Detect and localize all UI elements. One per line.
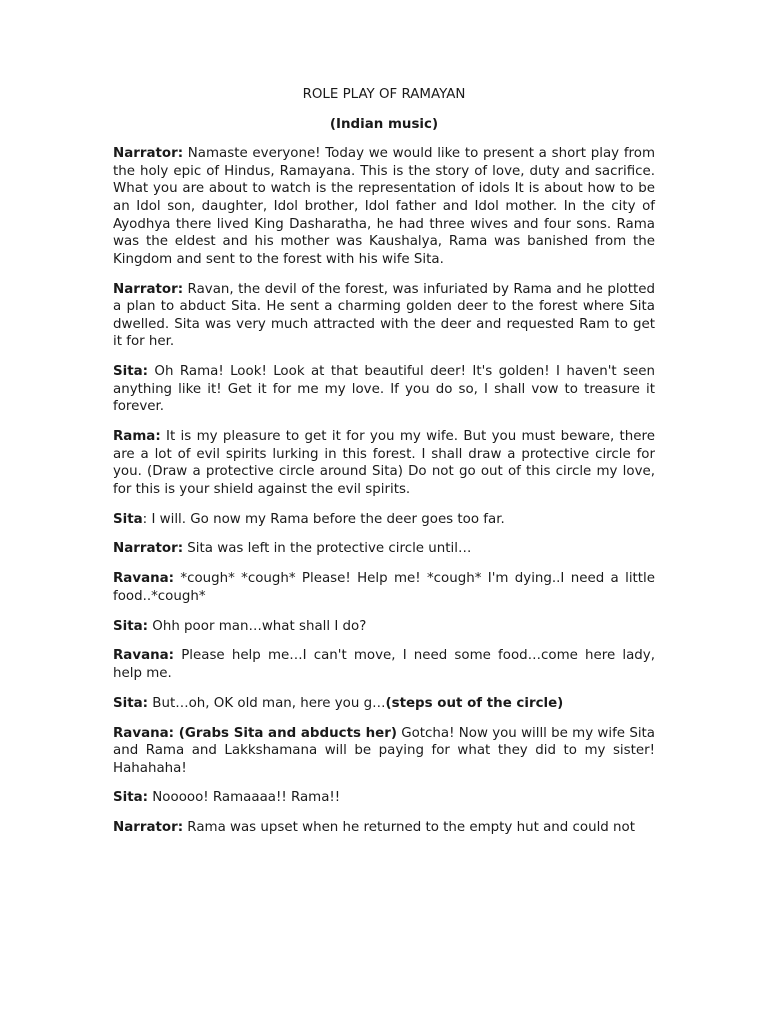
speaker-label: Sita: <box>113 790 149 806</box>
dialogue-text: Please help me…I can't move, I need some food…come here lady, help me. <box>113 648 655 681</box>
paragraph-sita-will <box>113 511 655 529</box>
dialogue-text: But…oh, OK old man, here you g… <box>148 695 386 711</box>
speaker-label: Narrator: <box>113 541 184 557</box>
dialogue-text: Rama was upset when he returned to the empty hut and could not <box>183 820 635 836</box>
stage-direction: (Grabs Sita and abducts her) <box>174 725 397 741</box>
document-title: ROLE PLAY OF RAMAYAN <box>302 87 466 102</box>
dialogue-text: Nooooo! Ramaaaa!! Rama!! <box>148 790 341 806</box>
paragraph-narrator-intro <box>113 145 655 268</box>
paragraph-ravana-cough <box>113 570 655 605</box>
speaker-label: Narrator: <box>113 281 184 297</box>
document-subtitle: (Indian music) <box>329 116 439 132</box>
paragraph-sita-scream <box>113 789 655 807</box>
dialogue-text: Ohh poor man…what shall I do? <box>148 618 367 634</box>
paragraph-ravana-help <box>113 647 655 682</box>
paragraph-narrator-left <box>113 540 655 558</box>
dialogue-text: It is my pleasure to get it for you my wife. But you must beware, there are a lot of evil spirits lurking in this forest. I shall draw a protective circle for you. (Draw a protective circle around Sita) Do not go out of this circle my love, for this is your shield against the evil spirits. <box>113 429 655 497</box>
speaker-label: Sita: <box>113 364 149 380</box>
paragraph-ravana-abducts <box>113 725 655 778</box>
speaker-label: Ravana: <box>113 648 175 664</box>
paragraph-rama-circle <box>113 428 655 498</box>
speaker-label: Narrator: <box>113 820 184 836</box>
speaker-label: Rama: <box>113 429 161 445</box>
dialogue-text: Oh Rama! Look! Look at that beautiful deer! It's golden! I haven't seen anything like it! Get it for me my love. If you do so, I shall vow to treasure it forever. <box>113 364 655 415</box>
speaker-label: Ravana: <box>113 725 175 741</box>
paragraph-sita-steps-out <box>113 695 655 713</box>
dialogue-text: : I will. Go now my Rama before the deer goes too far. <box>142 511 505 527</box>
speaker-label: Sita <box>113 511 143 527</box>
speaker-label: Sita: <box>113 695 149 711</box>
paragraph-sita-deer <box>113 363 655 416</box>
paragraph-narrator-ravan <box>113 281 655 351</box>
dialogue-text: Gotcha! Now you willl be my wife Sita and Rama and Lakkshamana will be paying for what they did to my sister! Hahahaha! <box>113 725 655 776</box>
dialogue-text: Namaste everyone! Today we would like to present a short play from the holy epic of Hindus, Ramayana. This is the story of love, duty and sacrifice. What you are about to watch is the representation of idols It is about how to be an Idol son, daughter, Idol brother, Idol father and Idol mother. In the city of Ayodhya there lived King Dasharatha, he had three wives and four sons. Rama was the eldest and his mother was Kaushalya, Rama was banished from the Kingdom and sent to the forest with his wife Sita. <box>113 146 655 267</box>
paragraph-sita-poor-man <box>113 618 655 636</box>
document-page <box>113 86 655 849</box>
dialogue-text: Sita was left in the protective circle until… <box>183 541 472 557</box>
paragraph-narrator-upset <box>113 819 655 837</box>
speaker-label: Narrator: <box>113 146 184 162</box>
dialogue-text: Ravan, the devil of the forest, was infuriated by Rama and he plotted a plan to abduct Sita. He sent a charming golden deer to the forest where Sita dwelled. Sita was very much attracted with the deer and requested Ram to get it for her. <box>113 281 655 350</box>
stage-direction: (steps out of the circle) <box>385 695 564 711</box>
dialogue-text: *cough* *cough* Please! Help me! *cough* I'm dying..I need a little food..*cough* <box>113 571 655 604</box>
speaker-label: Ravana: <box>113 571 175 587</box>
speaker-label: Sita: <box>113 618 149 634</box>
